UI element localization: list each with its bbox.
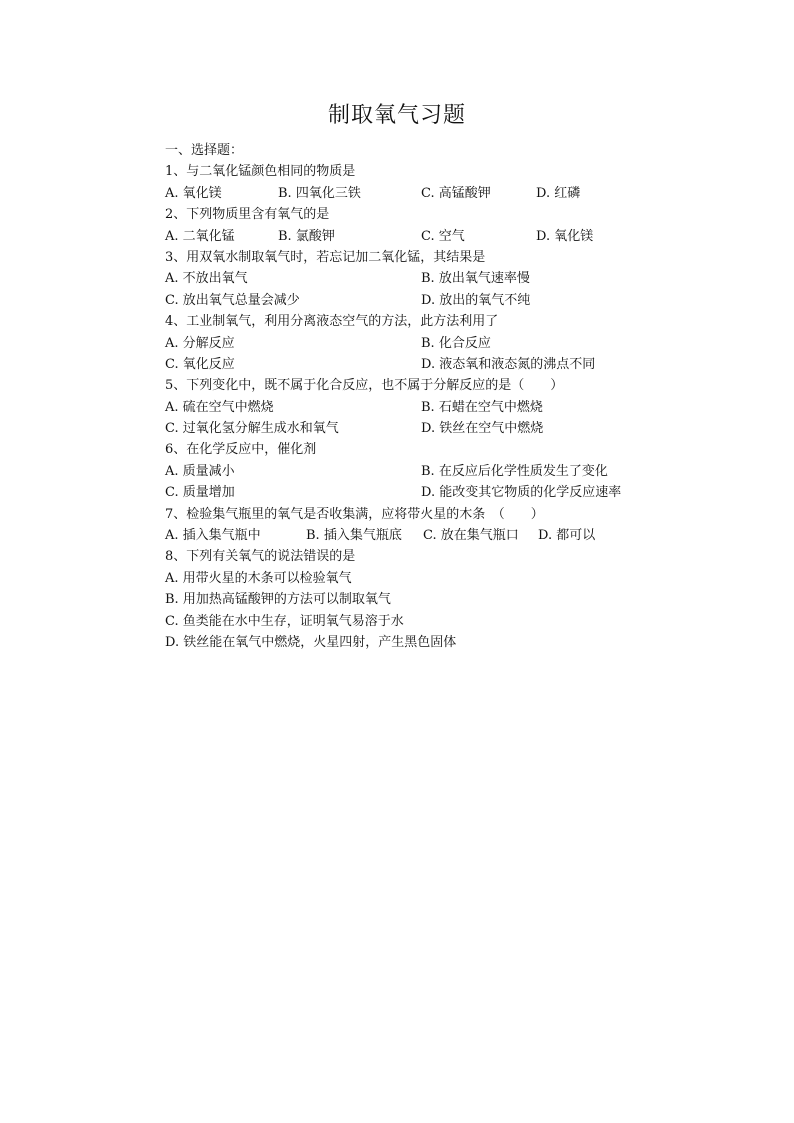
options-row — [165, 354, 685, 375]
options-row — [165, 418, 685, 439]
option-b: B. 用加热高锰酸钾的方法可以制取氧气 — [165, 592, 391, 608]
question-stem-6: 6、在化学反应中，催化剂 — [165, 442, 317, 458]
options-row — [165, 333, 685, 354]
question-stem-2: 2、下列物质里含有氧气的是 — [165, 207, 330, 223]
option-a: A. 不放出氧气 — [165, 271, 248, 287]
question-stem-1: 1、与二氧化锰颜色相同的物质是 — [165, 164, 356, 180]
option-a: A. 用带火星的木条可以检验氧气 — [165, 570, 352, 586]
options-row — [165, 482, 685, 503]
question-stem-7: 7、检验集气瓶里的氧气是否收集满，应将带火星的木条 （ ） — [165, 506, 544, 522]
section-heading: 一、选择题： — [165, 143, 244, 158]
option-a: A. 质量减小 — [165, 463, 235, 479]
option-b: B. 化合反应 — [421, 335, 491, 351]
question-stem-3: 3、用双氧水制取氧气时，若忘记加二氧化锰，其结果是 — [165, 249, 486, 265]
option-d: D. 红磷 — [536, 185, 581, 201]
option-c: C. 过氧化氢分解生成水和氧气 — [165, 421, 339, 437]
option-a: A. 分解反应 — [165, 335, 235, 351]
options-row — [165, 226, 685, 247]
option-c: C. 空气 — [421, 228, 465, 244]
options-row — [165, 268, 685, 289]
option-c: C. 质量增加 — [165, 485, 235, 501]
option-c: C. 放出氧气总量会减少 — [165, 292, 300, 308]
option-b: B. 放出氧气速率慢 — [421, 271, 530, 287]
option-d: D. 铁丝能在氧气中燃烧，火星四射，产生黑色固体 — [165, 634, 457, 650]
options-row — [165, 290, 685, 311]
option-a: A. 插入集气瓶中 — [165, 528, 261, 544]
option-d: D. 能改变其它物质的化学反应速率 — [421, 485, 622, 501]
options-row — [165, 397, 685, 418]
options-row — [165, 461, 685, 482]
option-b: B. 氯酸钾 — [278, 228, 335, 244]
option-b: B. 石蜡在空气中燃烧 — [421, 399, 543, 415]
question-list — [165, 140, 685, 653]
option-b: B. 在反应后化学性质发生了变化 — [421, 463, 608, 479]
option-d: D. 放出的氧气不纯 — [421, 292, 531, 308]
option-c: C. 高锰酸钾 — [421, 185, 491, 201]
option-d: D. 氧化镁 — [536, 228, 594, 244]
page-title: 制取氧气习题 — [327, 103, 466, 128]
option-d: D. 液态氧和液态氮的沸点不同 — [421, 356, 596, 372]
option-c: C. 放在集气瓶口 — [423, 528, 519, 544]
option-a: A. 二氧化锰 — [165, 228, 235, 244]
option-a: A. 氧化镁 — [165, 185, 222, 201]
option-c: C. 氧化反应 — [165, 356, 235, 372]
option-a: A. 硫在空气中燃烧 — [165, 399, 274, 415]
question-stem-5: 5、下列变化中，既不属于化合反应，也不属于分解反应的是（ ） — [165, 378, 564, 394]
option-b: B. 四氧化三铁 — [278, 185, 361, 201]
question-stem-4: 4、工业制氧气，利用分离液态空气的方法，此方法利用了 — [165, 314, 499, 330]
option-d: D. 铁丝在空气中燃烧 — [421, 421, 544, 437]
option-b: B. 插入集气瓶底 — [306, 528, 402, 544]
option-c: C. 鱼类能在水中生存，证明氧气易溶于水 — [165, 613, 404, 629]
options-row — [165, 183, 685, 204]
option-d: D. 都可以 — [538, 528, 596, 544]
options-row — [165, 525, 685, 546]
question-stem-8: 8、下列有关氧气的说法错误的是 — [165, 549, 356, 565]
